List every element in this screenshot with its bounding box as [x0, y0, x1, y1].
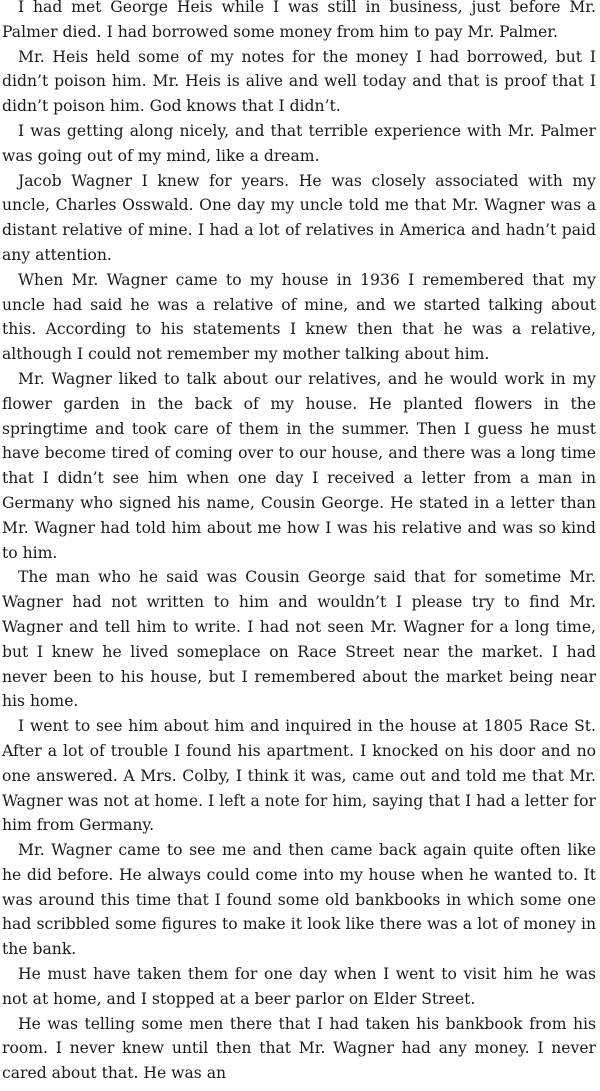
paragraph-11: He was telling some men there that I had taken his bankbook from his room. I never knew until then that Mr. Wagner had any money. I never cared about that. He was an: [2, 1014, 596, 1083]
paragraph-3: I was getting along nicely, and that terrible experience with Mr. Palmer was going out of my mind, like a dream.: [2, 121, 596, 165]
paragraph-7: The man who he said was Cousin George said that for sometime Mr. Wagner had not written to him and wouldn’t I please try to find Mr. Wagner and tell him to write. I had not seen Mr. Wagner for a long time, but I knew he lived someplace on Race Street near the market. I had never been to his house, but I remembered about the market being near his home.: [2, 568, 596, 711]
paragraph-4: Jacob Wagner I knew for years. He was closely associated with my uncle, Charles Osswald. One day my uncle told me that Mr. Wagner was a distant relative of mine. I had a lot of relatives in America and hadn’t paid any attention.: [2, 171, 596, 264]
paragraph-5: When Mr. Wagner came to my house in 1936 I remembered that my uncle had said he was a relative of mine, and we started talking about this. According to his statements I knew then that he was a relative, although I could not remember my mother talking about him.: [2, 270, 596, 364]
paragraph-1: I had met George Heis while I was still in business, just before Mr. Palmer died. I had borrowed some money from him to pay Mr. Palmer.: [2, 0, 596, 41]
paragraph-9: Mr. Wagner came to see me and then came back again quite often like he did before. He always could come into my house when he wanted to. It was around this time that I found some old bankbooks in which some one had scribbled some figures to make it look like there was a lot of money in the bank.: [2, 841, 596, 959]
paragraph-8: I went to see him about him and inquired in the house at 1805 Race St. After a lot of trouble I found his apartment. I knocked on his door and no one answered. A Mrs. Colby, I think it was, came out and told me that Mr. Wagner was not at home. I left a note for him, saying that I had a letter for him from Germany.: [2, 717, 596, 835]
paragraph-10: He must have taken them for one day when I went to visit him he was not at home, and I stopped at a beer parlor on Elder Street.: [2, 965, 596, 1008]
paragraph-6: Mr. Wagner liked to talk about our relatives, and he would work in my flower garden in the back of my house. He planted flowers in the springtime and took care of them in the summer. Then I guess he must have become tired of coming over to our house, and there was a long time that I didn’t see him when one day I received a letter from a man in Germany who signed his name, Cousin George. He stated in a letter than Mr. Wagner had told him about me how I was his relative and was so kind to him.: [2, 369, 596, 562]
paragraph-2: Mr. Heis held some of my notes for the money I had borrowed, but I didn’t poison him. Mr. Heis is alive and well today and that is proof that I didn’t poison him. God knows that I didn’t.: [2, 47, 596, 116]
